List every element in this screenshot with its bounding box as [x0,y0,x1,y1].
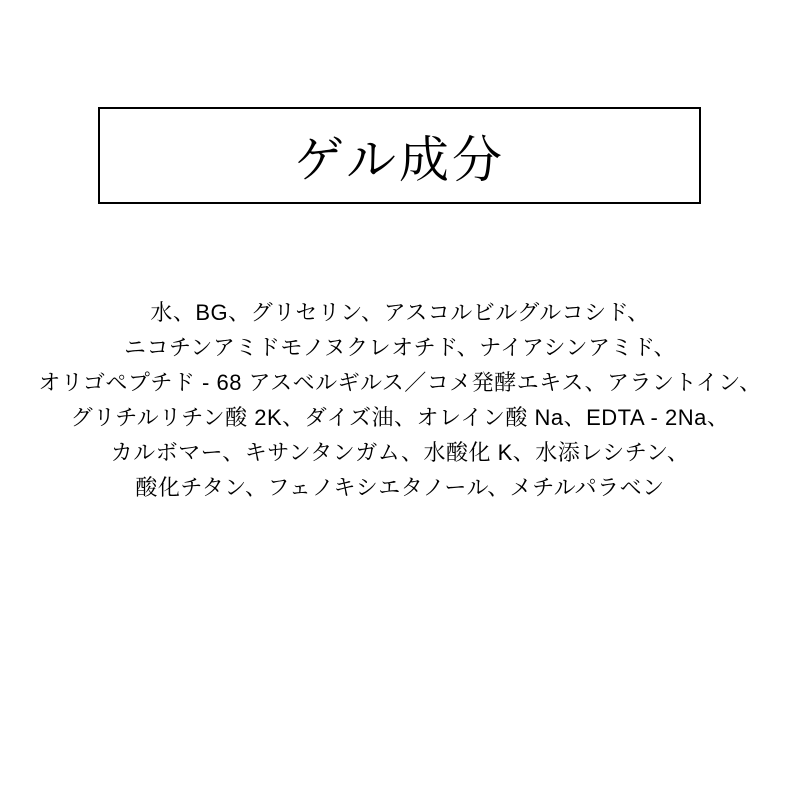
ingredients-line: 水、BG、グリセリン、アスコルビルグルコシド、 [150,300,650,325]
ingredients-line: グリチルリチン酸 2K、ダイズ油、オレイン酸 Na、EDTA - 2Na、 [70,405,730,430]
ingredients-line: ニコチンアミドモノヌクレオチド、ナイアシンアミド、 [123,335,677,360]
ingredients-line: カルボマー、キサンタンガム、水酸化 K、水添レシチン、 [110,440,690,465]
ingredients-line: オリゴペプチド - 68 アスベルギルス／コメ発酵エキス、アラントイン、 [38,370,762,395]
page-title: ゲル成分 [294,131,505,188]
ingredients-block [0,295,800,505]
ingredients-line: 酸化チタン、フェノキシエタノール、メチルパラベン [135,475,665,500]
title-box [98,107,701,204]
